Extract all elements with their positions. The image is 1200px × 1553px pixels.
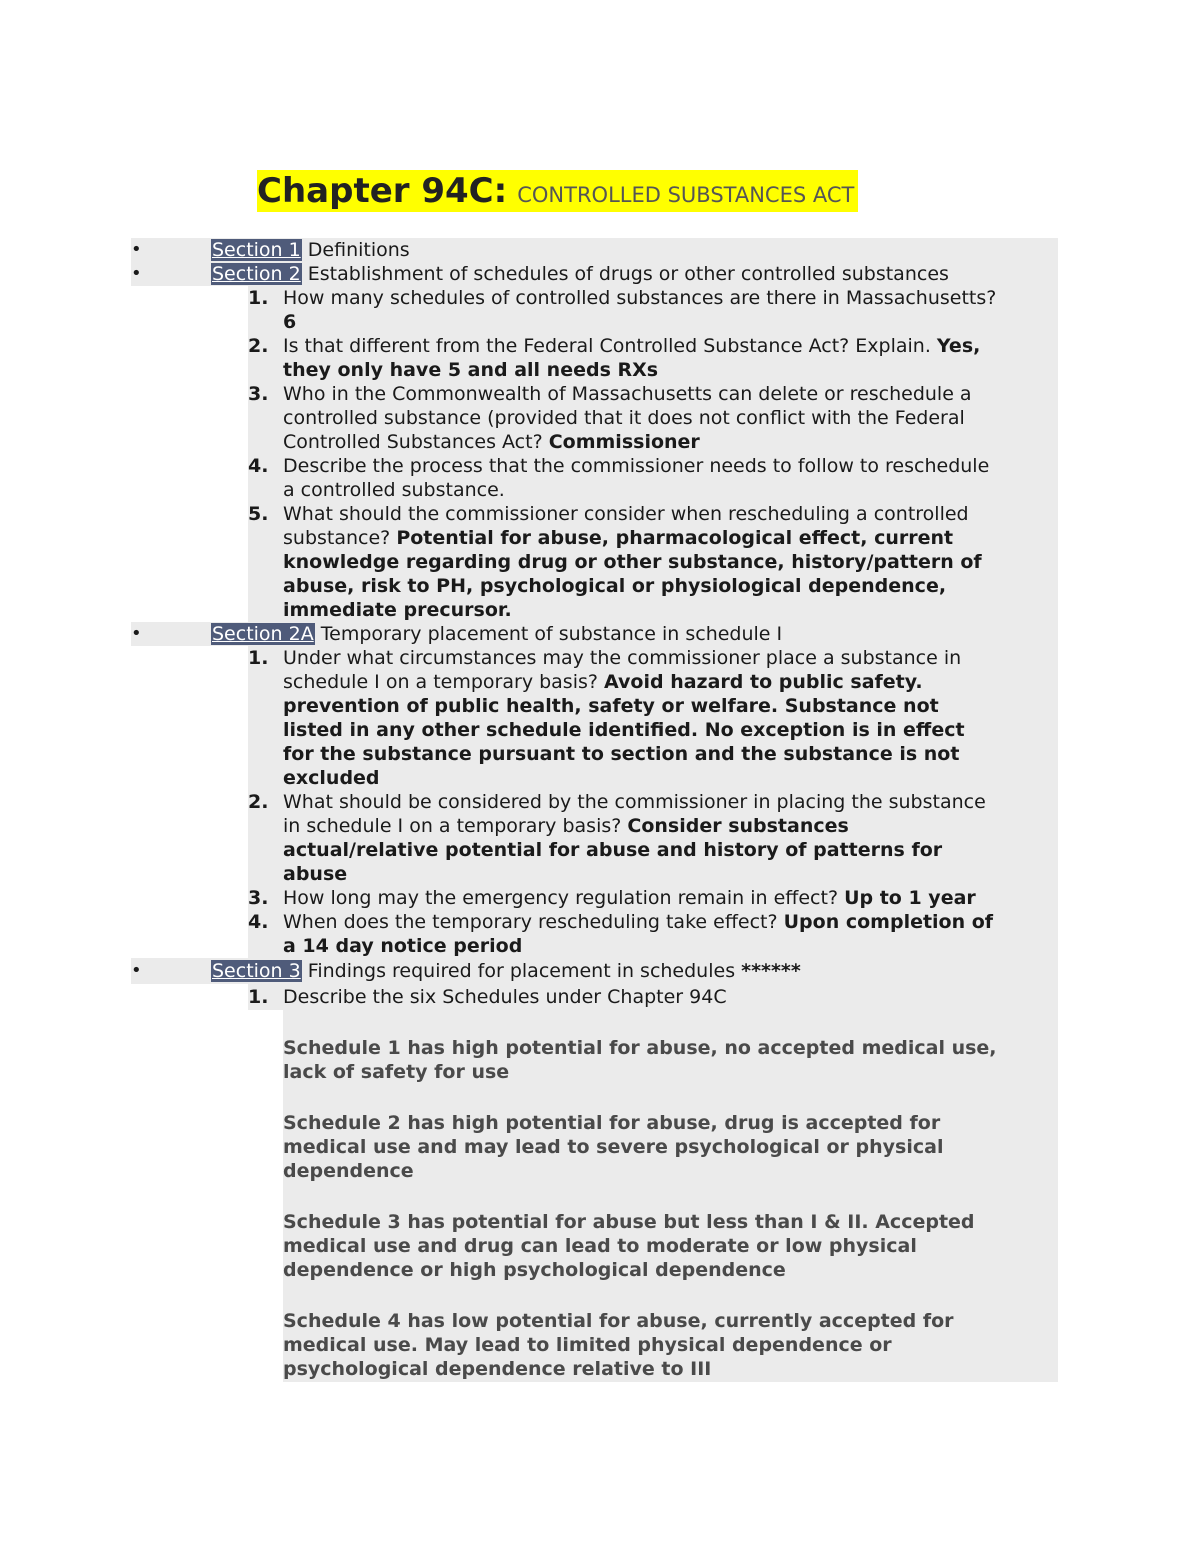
schedule-1-text: lack of safety for use — [283, 1061, 510, 1083]
list-item: Is that different from the Federal Controlled Substance Act? Explain. Yes, — [283, 335, 981, 357]
list-number: 2. — [248, 791, 269, 813]
list-item: What should the commissioner consider when rescheduling a controlled — [283, 503, 969, 525]
schedule-4-text: Schedule 4 has low potential for abuse, currently accepted for — [283, 1310, 954, 1332]
schedule-2-text: medical use and may lead to severe psychological or physical — [283, 1136, 944, 1158]
list-item: How long may the emergency regulation remain in effect? Up to 1 year — [283, 887, 976, 909]
schedule-1-text: Schedule 1 has high potential for abuse, no accepted medical use, — [283, 1037, 997, 1059]
chapter-label: Chapter 94C: — [257, 171, 508, 211]
section-1-desc: Definitions — [307, 239, 410, 261]
list-number: 3. — [248, 887, 269, 909]
section-2a-row — [211, 622, 782, 646]
list-item-answer: knowledge regarding drug or other substance, history/pattern of — [283, 551, 982, 573]
list-number: 1. — [248, 287, 269, 309]
list-item-answer: a 14 day notice period — [283, 935, 523, 957]
section-2a-link[interactable]: Section 2A — [212, 623, 314, 645]
section-1-link[interactable]: Section 1 — [212, 239, 301, 261]
section-3-link[interactable]: Section 3 — [212, 960, 301, 982]
list-number: 1. — [248, 647, 269, 669]
list-item-answer: listed in any other schedule identified. No exception is in effect — [283, 719, 965, 741]
bullet: • — [131, 239, 142, 260]
list-item: When does the temporary rescheduling take effect? Upon completion of — [283, 911, 994, 933]
schedule-3-text: medical use and drug can lead to moderate or low physical — [283, 1235, 917, 1257]
list-item-answer: 6 — [283, 311, 297, 333]
list-item-answer: actual/relative potential for abuse and history of patterns for — [283, 839, 943, 861]
list-number: 4. — [248, 455, 269, 477]
schedule-3-text: dependence or high psychological dependence — [283, 1259, 786, 1281]
list-number: 3. — [248, 383, 269, 405]
list-item: Who in the Commonwealth of Massachusetts can delete or reschedule a — [283, 383, 972, 405]
list-number: 2. — [248, 335, 269, 357]
act-label: CONTROLLED SUBSTANCES ACT — [517, 183, 855, 207]
bullet: • — [131, 623, 142, 644]
section-2-row — [211, 262, 949, 286]
list-item-cont: Controlled Substances Act? Commissioner — [283, 431, 700, 453]
section-3-stars: ****** — [741, 960, 801, 982]
list-item-answer: prevention of public health, safety or welfare. Substance not — [283, 695, 939, 717]
schedule-2-text: Schedule 2 has high potential for abuse, drug is accepted for — [283, 1112, 941, 1134]
list-item-answer: they only have 5 and all needs RXs — [283, 359, 659, 381]
list-item-answer: abuse, risk to PH, psychological or physiological dependence, — [283, 575, 947, 597]
list-item: Describe the process that the commissioner needs to follow to reschedule — [283, 455, 990, 477]
section-1-row — [211, 238, 410, 262]
section-3-desc: Findings required for placement in schedules — [307, 960, 736, 982]
section-2-link[interactable]: Section 2 — [212, 263, 301, 285]
list-item-answer: for the substance pursuant to section and the substance is not — [283, 743, 960, 765]
list-item-cont: controlled substance (provided that it does not conflict with the Federal — [283, 407, 965, 429]
schedule-4-text: psychological dependence relative to III — [283, 1358, 712, 1380]
list-item: How many schedules of controlled substances are there in Massachusetts? — [283, 287, 997, 309]
list-item-cont: substance? Potential for abuse, pharmacological effect, current — [283, 527, 954, 549]
bullet: • — [131, 263, 142, 284]
schedule-4-text: medical use. May lead to limited physical dependence or — [283, 1334, 892, 1356]
list-item-cont: a controlled substance. — [283, 479, 505, 501]
list-number: 1. — [248, 986, 269, 1008]
list-item-answer: immediate precursor. — [283, 599, 512, 621]
section-3-row — [211, 959, 801, 983]
list-item: What should be considered by the commissioner in placing the substance — [283, 791, 986, 813]
list-item: Under what circumstances may the commissioner place a substance in — [283, 647, 962, 669]
list-item-cont: in schedule I on a temporary basis? Consider substances — [283, 815, 849, 837]
list-item-answer: excluded — [283, 767, 380, 789]
list-item-answer: abuse — [283, 863, 348, 885]
list-number: 5. — [248, 503, 269, 525]
bullet: • — [131, 960, 142, 981]
schedule-2-text: dependence — [283, 1160, 414, 1182]
section-2a-desc: Temporary placement of substance in schedule I — [320, 623, 783, 645]
list-item: Describe the six Schedules under Chapter 94C — [283, 986, 727, 1008]
page-title — [257, 170, 858, 212]
section-2-desc: Establishment of schedules of drugs or other controlled substances — [307, 263, 949, 285]
schedule-3-text: Schedule 3 has potential for abuse but less than I & II. Accepted — [283, 1211, 975, 1233]
list-item-cont: schedule I on a temporary basis? Avoid hazard to public safety. — [283, 671, 923, 693]
list-number: 4. — [248, 911, 269, 933]
